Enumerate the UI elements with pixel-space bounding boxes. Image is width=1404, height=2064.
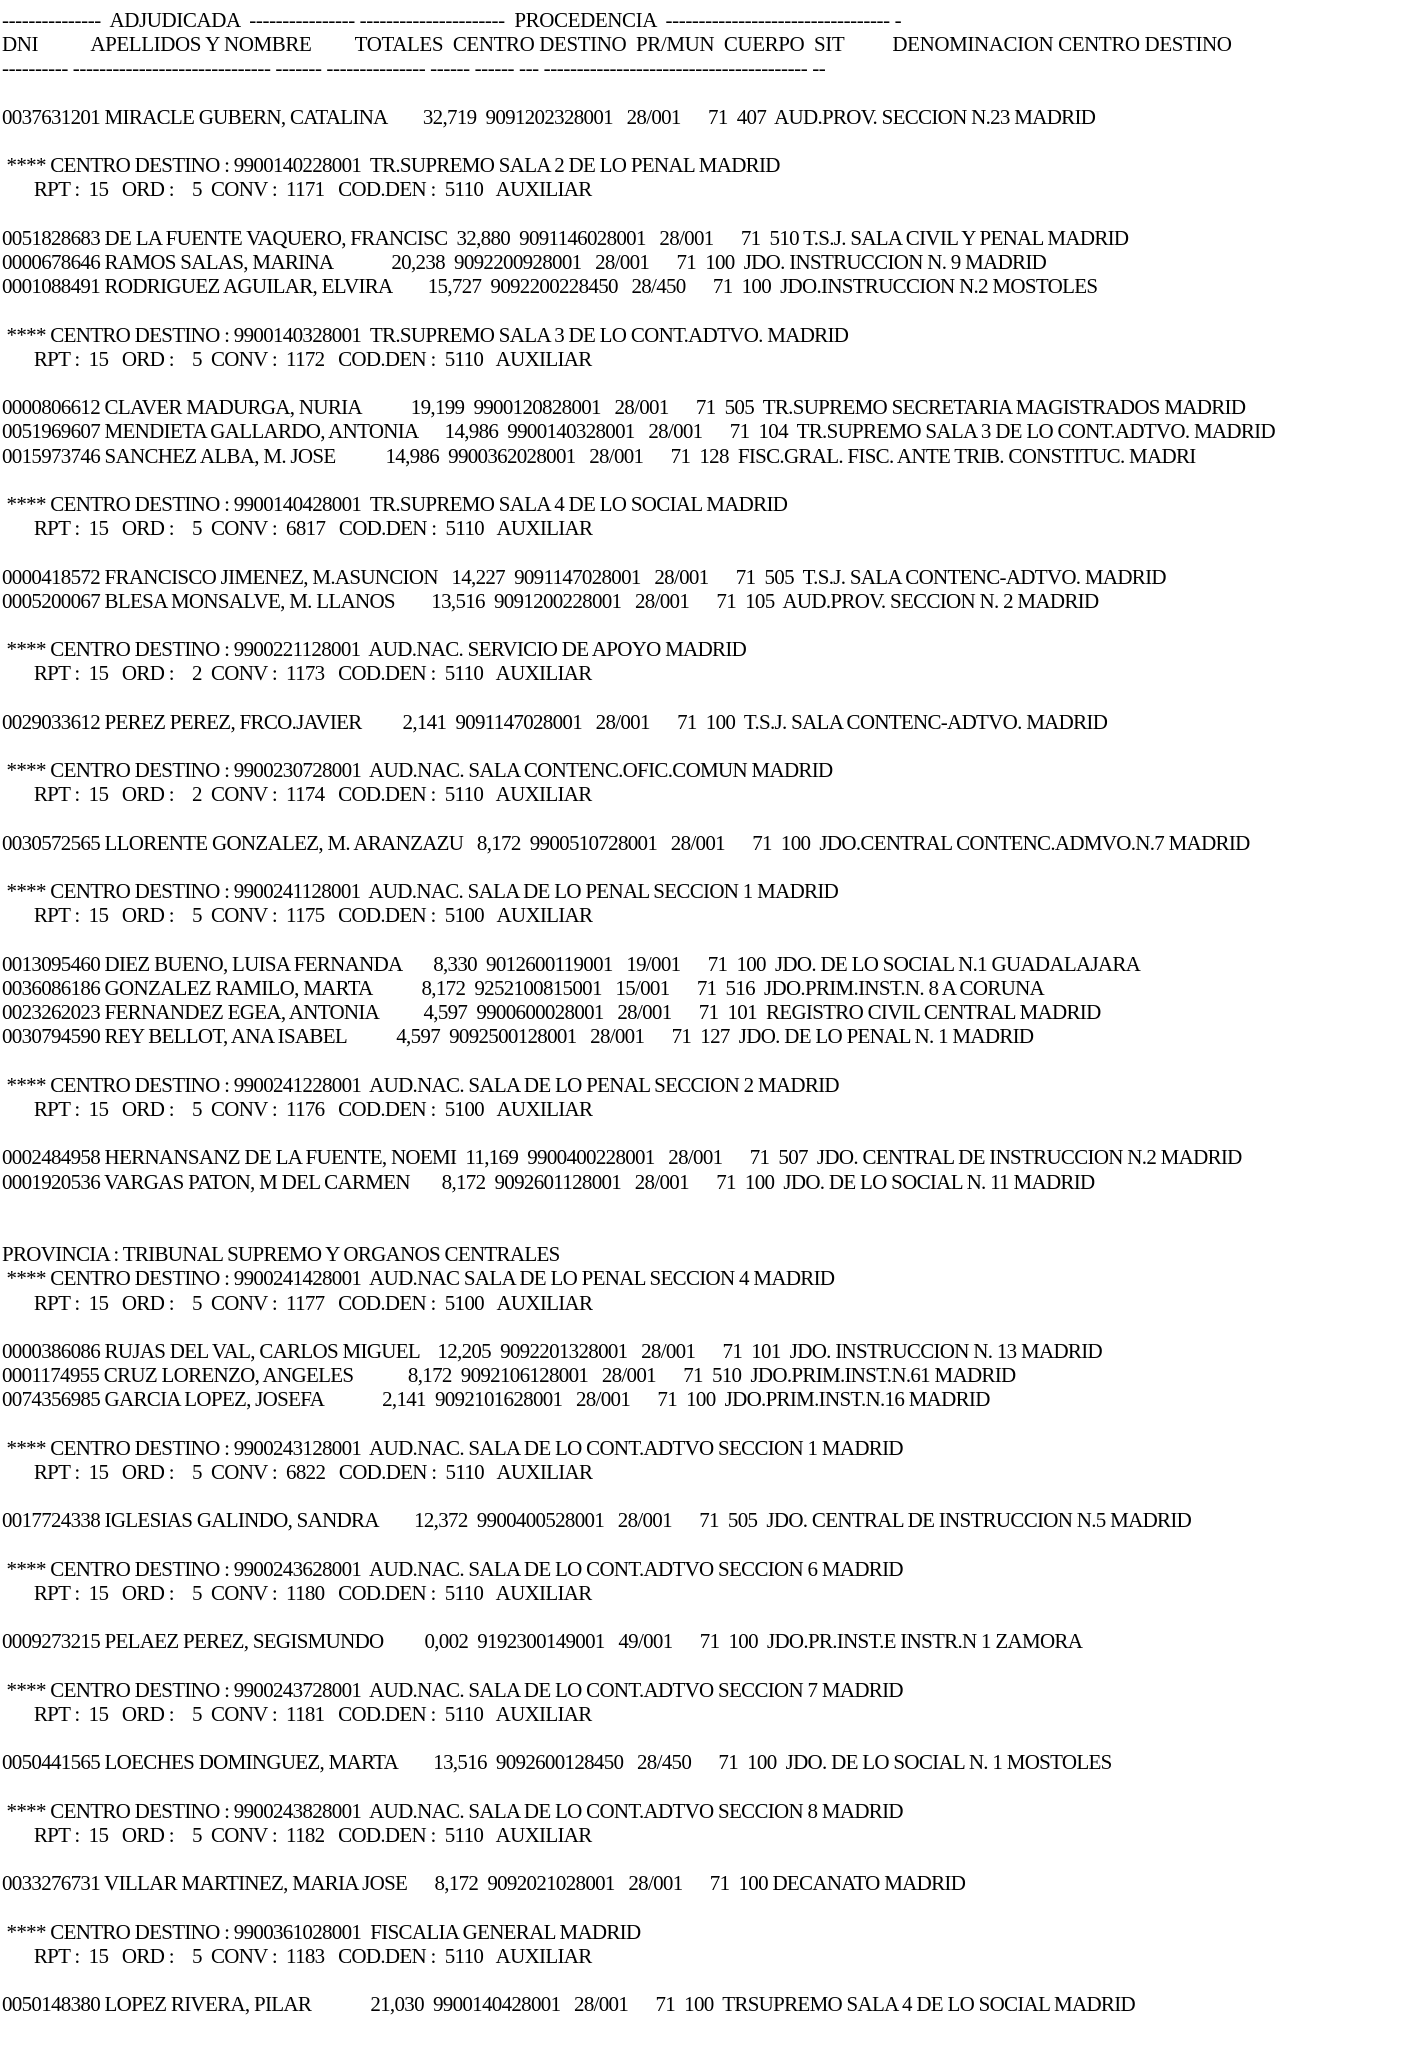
rpt-line: RPT : 15 ORD : 5 CONV : 6817 COD.DEN : 5110 AUXILIAR [2,516,593,540]
document-page [0,8,1404,2064]
record-row: 0037631201 MIRACLE GUBERN, CATALINA 32,719 9091202328001 28/001 71 407 AUD.PROV. SECCION N.23 MADRID [2,105,1096,129]
centro-destino-line: **** CENTRO DESTINO : 9900243728001 AUD.NAC. SALA DE LO CONT.ADTVO SECCION 7 MADRID [2,1678,903,1702]
rpt-line: RPT : 15 ORD : 5 CONV : 1180 COD.DEN : 5110 AUXILIAR [2,1581,592,1605]
rpt-line: RPT : 15 ORD : 5 CONV : 1171 COD.DEN : 5110 AUXILIAR [2,177,592,201]
rpt-line: RPT : 15 ORD : 5 CONV : 1183 COD.DEN : 5110 AUXILIAR [2,1944,592,1968]
column-headers: DNI APELLIDOS Y NOMBRE TOTALES CENTRO DESTINO PR/MUN CUERPO SIT DENOMINACION CENTRO DESTINO [2,32,1232,56]
province-heading: PROVINCIA : TRIBUNAL SUPREMO Y ORGANOS CENTRALES [2,1242,560,1266]
header-rule-bottom: ---------- ------------------------------ ------- --------------- ------ ------ --- ---------------------------------------- -- [2,56,826,80]
record-row: 0000386086 RUJAS DEL VAL, CARLOS MIGUEL 12,205 9092201328001 28/001 71 101 JDO. INSTRUCCION N. 13 MADRID [2,1339,1102,1363]
rpt-line: RPT : 15 ORD : 5 CONV : 1182 COD.DEN : 5110 AUXILIAR [2,1823,592,1847]
record-row: 0029033612 PEREZ PEREZ, FRCO.JAVIER 2,141 9091147028001 28/001 71 100 T.S.J. SALA CONTENC-ADTVO. MADRID [2,710,1108,734]
record-row: 0030572565 LLORENTE GONZALEZ, M. ARANZAZU 8,172 9900510728001 28/001 71 100 JDO.CENTRAL CONTENC.ADMVO.N.7 MADRID [2,831,1250,855]
rpt-line: RPT : 15 ORD : 5 CONV : 6822 COD.DEN : 5110 AUXILIAR [2,1460,593,1484]
centro-destino-line: **** CENTRO DESTINO : 9900241128001 AUD.NAC. SALA DE LO PENAL SECCION 1 MADRID [2,879,839,903]
rpt-line: RPT : 15 ORD : 5 CONV : 1172 COD.DEN : 5110 AUXILIAR [2,347,592,371]
record-row: 0036086186 GONZALEZ RAMILO, MARTA 8,172 9252100815001 15/001 71 516 JDO.PRIM.INST.N. 8 A CORUNA [2,976,1045,1000]
centro-destino-line: **** CENTRO DESTINO : 9900243128001 AUD.NAC. SALA DE LO CONT.ADTVO SECCION 1 MADRID [2,1436,903,1460]
record-row: 0013095460 DIEZ BUENO, LUISA FERNANDA 8,330 9012600119001 19/001 71 100 JDO. DE LO SOCIAL N.1 GUADALAJARA [2,952,1141,976]
record-row: 0000806612 CLAVER MADURGA, NURIA 19,199 9900120828001 28/001 71 505 TR.SUPREMO SECRETARIA MAGISTRADOS MADRID [2,395,1246,419]
rpt-line: RPT : 15 ORD : 5 CONV : 1177 COD.DEN : 5100 AUXILIAR [2,1291,593,1315]
centro-destino-line: **** CENTRO DESTINO : 9900230728001 AUD.NAC. SALA CONTENC.OFIC.COMUN MADRID [2,758,833,782]
centro-destino-line: **** CENTRO DESTINO : 9900241228001 AUD.NAC. SALA DE LO PENAL SECCION 2 MADRID [2,1073,839,1097]
record-row: 0002484958 HERNANSANZ DE LA FUENTE, NOEMI 11,169 9900400228001 28/001 71 507 JDO. CENTRAL DE INSTRUCCION N.2 MADRID [2,1145,1242,1169]
record-row: 0017724338 IGLESIAS GALINDO, SANDRA 12,372 9900400528001 28/001 71 505 JDO. CENTRAL DE INSTRUCCION N.5 MADRID [2,1508,1192,1532]
centro-destino-line: **** CENTRO DESTINO : 9900140228001 TR.SUPREMO SALA 2 DE LO PENAL MADRID [2,153,780,177]
record-row: 0000418572 FRANCISCO JIMENEZ, M.ASUNCION 14,227 9091147028001 28/001 71 505 T.S.J. SALA CONTENC-ADTVO. MADRID [2,565,1166,589]
record-row: 0033276731 VILLAR MARTINEZ, MARIA JOSE 8,172 9092021028001 28/001 71 100 DECANATO MADRID [2,1871,966,1895]
record-row: 0023262023 FERNANDEZ EGEA, ANTONIA 4,597 9900600028001 28/001 71 101 REGISTRO CIVIL CENTRAL MADRID [2,1000,1101,1024]
rpt-line: RPT : 15 ORD : 2 CONV : 1173 COD.DEN : 5110 AUXILIAR [2,661,592,685]
record-row: 0000678646 RAMOS SALAS, MARINA 20,238 9092200928001 28/001 71 100 JDO. INSTRUCCION N. 9 MADRID [2,250,1047,274]
record-row: 0051828683 DE LA FUENTE VAQUERO, FRANCISC 32,880 9091146028001 28/001 71 510 T.S.J. SALA CIVIL Y PENAL MADRID [2,226,1129,250]
record-row: 0005200067 BLESA MONSALVE, M. LLANOS 13,516 9091200228001 28/001 71 105 AUD.PROV. SECCION N. 2 MADRID [2,589,1099,613]
header-rule-top: --------------- ADJUDICADA ---------------- ---------------------- PROCEDENCIA ---------------------------------- - [2,8,902,32]
record-row: 0050148380 LOPEZ RIVERA, PILAR 21,030 9900140428001 28/001 71 100 TRSUPREMO SALA 4 DE LO SOCIAL MADRID [2,1992,1135,2016]
centro-destino-line: **** CENTRO DESTINO : 9900243628001 AUD.NAC. SALA DE LO CONT.ADTVO SECCION 6 MADRID [2,1557,903,1581]
centro-destino-line: **** CENTRO DESTINO : 9900361028001 FISCALIA GENERAL MADRID [2,1920,641,1944]
centro-destino-line: **** CENTRO DESTINO : 9900140428001 TR.SUPREMO SALA 4 DE LO SOCIAL MADRID [2,492,788,516]
record-row: 0001174955 CRUZ LORENZO, ANGELES 8,172 9092106128001 28/001 71 510 JDO.PRIM.INST.N.61 MADRID [2,1363,1016,1387]
rpt-line: RPT : 15 ORD : 5 CONV : 1175 COD.DEN : 5100 AUXILIAR [2,903,593,927]
rpt-line: RPT : 15 ORD : 5 CONV : 1176 COD.DEN : 5100 AUXILIAR [2,1097,593,1121]
record-row: 0009273215 PELAEZ PEREZ, SEGISMUNDO 0,002 9192300149001 49/001 71 100 JDO.PR.INST.E INSTR.N 1 ZAMORA [2,1629,1083,1653]
record-row: 0030794590 REY BELLOT, ANA ISABEL 4,597 9092500128001 28/001 71 127 JDO. DE LO PENAL N. 1 MADRID [2,1024,1034,1048]
record-row: 0001088491 RODRIGUEZ AGUILAR, ELVIRA 15,727 9092200228450 28/450 71 100 JDO.INSTRUCCION N.2 MOSTOLES [2,274,1098,298]
record-row: 0050441565 LOECHES DOMINGUEZ, MARTA 13,516 9092600128450 28/450 71 100 JDO. DE LO SOCIAL N. 1 MOSTOLES [2,1750,1112,1774]
centro-destino-line: **** CENTRO DESTINO : 9900241428001 AUD.NAC SALA DE LO PENAL SECCION 4 MADRID [2,1266,835,1290]
centro-destino-line: **** CENTRO DESTINO : 9900243828001 AUD.NAC. SALA DE LO CONT.ADTVO SECCION 8 MADRID [2,1799,903,1823]
rpt-line: RPT : 15 ORD : 2 CONV : 1174 COD.DEN : 5110 AUXILIAR [2,782,592,806]
centro-destino-line: **** CENTRO DESTINO : 9900221128001 AUD.NAC. SERVICIO DE APOYO MADRID [2,637,747,661]
centro-destino-line: **** CENTRO DESTINO : 9900140328001 TR.SUPREMO SALA 3 DE LO CONT.ADTVO. MADRID [2,323,849,347]
rpt-line: RPT : 15 ORD : 5 CONV : 1181 COD.DEN : 5110 AUXILIAR [2,1702,592,1726]
record-row: 0051969607 MENDIETA GALLARDO, ANTONIA 14,986 9900140328001 28/001 71 104 TR.SUPREMO SALA 3 DE LO CONT.ADTVO. MADRID [2,419,1275,443]
record-row: 0001920536 VARGAS PATON, M DEL CARMEN 8,172 9092601128001 28/001 71 100 JDO. DE LO SOCIAL N. 11 MADRID [2,1170,1095,1194]
record-row: 0074356985 GARCIA LOPEZ, JOSEFA 2,141 9092101628001 28/001 71 100 JDO.PRIM.INST.N.16 MADRID [2,1387,990,1411]
record-row: 0015973746 SANCHEZ ALBA, M. JOSE 14,986 9900362028001 28/001 71 128 FISC.GRAL. FISC. ANTE TRIB. CONSTITUC. MADRI [2,444,1196,468]
